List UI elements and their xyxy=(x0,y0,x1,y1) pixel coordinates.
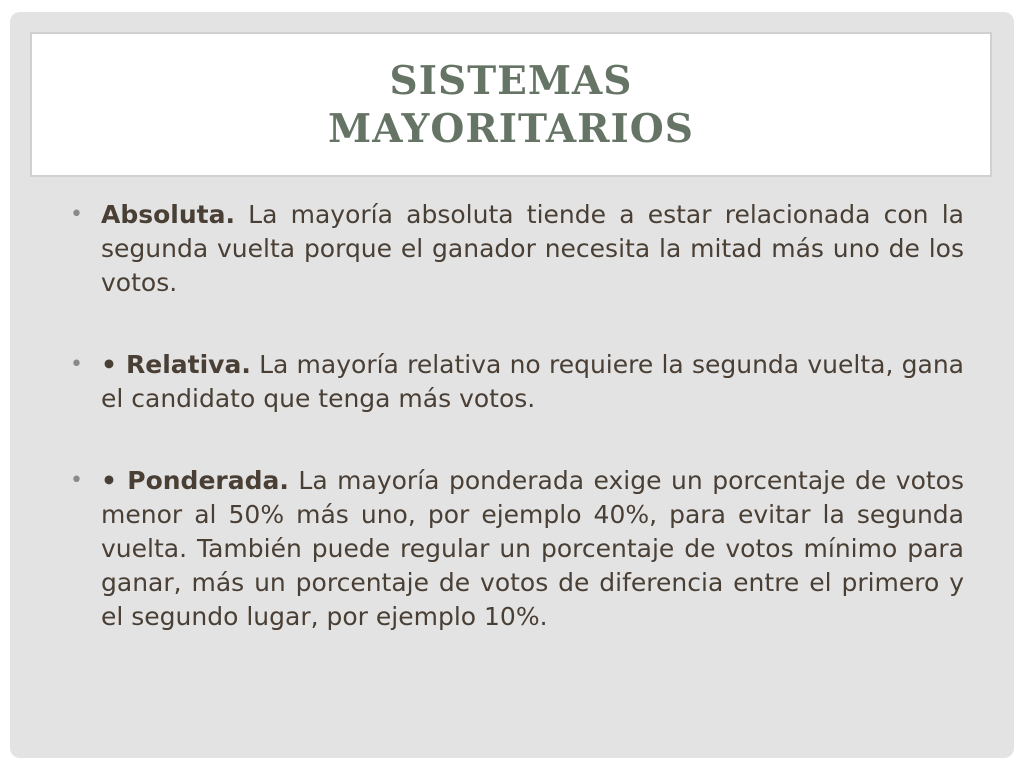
title-box xyxy=(30,32,992,177)
bullet-prefix: • xyxy=(101,466,128,495)
bullet-absoluta xyxy=(70,198,964,300)
bullet-term: Absoluta. xyxy=(101,200,235,229)
bullet-dot-icon: • xyxy=(70,468,83,493)
bullet-term: Ponderada. xyxy=(127,466,289,495)
bullet-term: Relativa. xyxy=(125,350,251,379)
bullet-text: La mayoría absoluta tiende a estar relacionada con la segunda vuelta porque el ganador necesita la mitad más uno de los votos. xyxy=(101,200,964,297)
bullet-dot-icon: • xyxy=(70,352,83,377)
slide-title-line-2: MAYORITARIOS xyxy=(328,105,694,152)
bullet-text: La mayoría ponderada exige un porcentaje de votos menor al 50% más uno, por ejemplo 40%, para evitar la segunda vuelta. También puede regular un porcentaje de votos mínimo para ganar, más un porcentaje de votos de diferencia entre el primero y el segundo lugar, por ejemplo 10%. xyxy=(101,466,965,631)
bullet-list xyxy=(70,198,964,682)
bullet-text: La mayoría relativa no requiere la segunda vuelta, gana el candidato que tenga más votos. xyxy=(101,350,964,413)
bullet-prefix: • xyxy=(101,350,126,379)
slide-title-line-1: SISTEMAS xyxy=(389,57,633,104)
bullet-dot-icon: • xyxy=(70,202,83,227)
slide xyxy=(10,12,1014,758)
bullet-ponderada xyxy=(70,464,964,634)
bullet-relativa xyxy=(70,348,964,416)
